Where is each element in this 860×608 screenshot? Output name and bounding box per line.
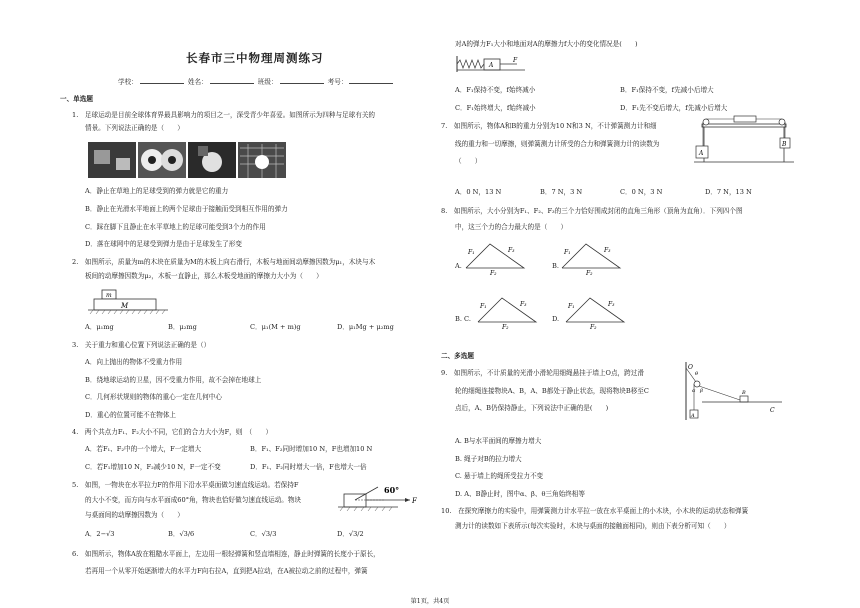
q9-pulley-diagram	[682, 362, 786, 422]
q2-option-b[interactable]: B．μ₂mg	[168, 323, 197, 331]
q8a-f3: F₃	[508, 247, 515, 254]
q8-triangle-d	[562, 294, 632, 330]
q5-F-label: F	[412, 497, 417, 505]
q5-force-diagram	[338, 484, 418, 518]
q5-stem-3: 与桌面间的动摩擦因数为（ ）	[85, 511, 184, 519]
q5-option-a[interactable]: A．2−√3	[85, 530, 115, 538]
q9-B-label: B	[742, 390, 746, 396]
q2-option-c[interactable]: C．μ₁(M + m)g	[250, 323, 301, 331]
q9-option-b[interactable]: B. 绳子对B的拉力增大	[455, 455, 522, 463]
q3-option-b[interactable]: B．绕地球运动的卫星，因不受重力作用，故不会掉在地球上	[85, 376, 262, 384]
q5-stem-2: 的大小不变，而方向与水平面成60°角，物块也恰好做匀速直线运动。物块	[85, 496, 302, 504]
q2-option-d[interactable]: D．μ₁Mg + μ₂mg	[337, 323, 394, 331]
q8b-f1: F₁	[564, 249, 571, 256]
q1-option-a[interactable]: A．静止在草地上的足球受到的弹力就是它的重力	[85, 187, 229, 195]
q8c-f2: F₂	[502, 324, 509, 330]
q4-option-d[interactable]: D．F₁、F₂同时增大一倍，F也增大一倍	[250, 463, 367, 471]
class-label: 班级：	[257, 78, 278, 86]
name-label: 姓名：	[187, 78, 208, 86]
q6-stem-2: 若再用一个从零开始逐渐增大的水平力F向右拉A，直到把A拉动，在A被拉动之前的过程中，弹簧	[85, 567, 368, 575]
q9-option-d[interactable]: D. A、B静止时，图中α、β、θ三角始终相等	[455, 490, 585, 498]
q4-option-a[interactable]: A．若F₁、F₂中的一个增大，F一定增大	[85, 445, 202, 453]
q2-stem-2: 板间的动摩擦因数为μ₂，木板一直静止，那么木板受地面的摩擦力大小为（ ）	[85, 272, 323, 280]
q9-beta-label: β	[700, 388, 703, 394]
q8-triangle-c	[474, 294, 544, 330]
q8b-f3: F₃	[604, 247, 611, 254]
q8-option-b[interactable]: B.	[552, 262, 559, 270]
q8-stem-1: 8. 如图所示，大小分别为F₁、F₂、F₃的三个力恰好围成封闭的直角三角形（顶角为直角）．下列四个图	[441, 207, 743, 215]
q8-option-d[interactable]: D.	[552, 315, 560, 323]
q9-stem-3: 点后，A、B仍保持静止，下列说法中正确的是( )	[455, 404, 609, 412]
q5-option-d[interactable]: D．√3/2	[337, 530, 364, 538]
section-single: 一、单选题	[60, 95, 93, 103]
page-title: 长春市三中物理周测练习	[186, 51, 324, 65]
q7-stem-3: （ ）	[455, 157, 482, 165]
q8-triangle-a	[462, 240, 532, 276]
q2-m-label: m	[106, 292, 112, 299]
q8d-f1: F₁	[568, 303, 575, 310]
q8c-f1: F₁	[480, 303, 487, 310]
q6-F-label: F	[513, 57, 518, 64]
q9-option-c[interactable]: C. 悬于墙上的绳所受拉力不变	[455, 472, 544, 480]
q8d-f3: F₃	[608, 301, 615, 308]
q1-stem-1: 1. 足球运动是目前全球体育界最具影响力的项目之一，深受青少年喜爱。如图所示为四种与足球有关的	[72, 111, 376, 119]
q2-M-label: M	[121, 302, 129, 310]
q6-stem-3: 对A的弹力F₁大小和地面对A的摩擦力f大小的变化情况是( )	[455, 40, 638, 48]
student-info-row	[118, 77, 395, 87]
q8a-f1: F₁	[468, 249, 475, 256]
q8-triangle-b	[558, 240, 628, 276]
q7-pulley-diagram	[694, 112, 798, 164]
q8-option-c[interactable]: B. C.	[455, 315, 471, 323]
q7-option-d[interactable]: D．7 N，13 N	[705, 188, 752, 196]
q9-C-label: C	[770, 407, 775, 414]
q6-stem-1: 6. 如图所示，物体A放在粗糙水平面上，左边用一根轻弹簧和竖直墙相连，静止时弹簧的长度小于原长，	[72, 550, 380, 558]
id-label: 考号：	[327, 78, 348, 86]
q7-stem-2: 线的重力和一切摩擦，则弹簧测力计所受的合力和弹簧测力计的读数为	[455, 140, 660, 148]
q9-A-label: A	[691, 413, 695, 419]
q8b-f2: F₂	[586, 270, 593, 276]
q6-A-label: A	[489, 62, 494, 69]
q2-stem-1: 2. 如图所示，质量为m的木块在质量为M的木板上向右滑行，木板与地面间动摩擦因数为μ₁，木块与木	[72, 258, 376, 266]
q2-option-a[interactable]: A．μ₁mg	[85, 323, 114, 331]
q5-stem-1: 5. 如图，一物块在水平拉力F的作用下沿水平桌面做匀速直线运动。若保持F	[72, 481, 299, 489]
q9-stem-1: 9. 如图所示，不计质量的光滑小滑轮用细绳悬挂于墙上O点，跨过滑	[441, 369, 644, 377]
id-blank[interactable]	[349, 77, 393, 84]
q4-stem: 4. 两个共点力F₁、F₂大小不同，它们的合力大小为F，则 （ ）	[72, 428, 273, 436]
q6-option-c[interactable]: C．F₁始终增大，f始终减小	[455, 104, 536, 112]
q7-option-a[interactable]: A．0 N，13 N	[455, 188, 502, 196]
q6-option-a[interactable]: A．F₁保持不变，f始终减小	[455, 86, 536, 94]
q6-option-d[interactable]: D．F₁先不变后增大，f先减小后增大	[620, 104, 728, 112]
q3-option-c[interactable]: C．几何形状规则的物体的重心一定在几何中心	[85, 393, 222, 401]
q1-football-photos	[88, 140, 288, 180]
q7-A-label: A	[699, 150, 704, 157]
q8a-f2: F₂	[490, 270, 497, 276]
q6-spring-diagram	[455, 54, 535, 76]
q8-option-a[interactable]: A.	[455, 262, 462, 270]
q1-option-d[interactable]: D．落在球网中的足球受到弹力是由于足球发生了形变	[85, 240, 242, 248]
q9-option-a[interactable]: A. B与水平面间的摩擦力增大	[455, 437, 542, 445]
q7-option-c[interactable]: C．0 N，3 N	[620, 188, 663, 196]
q10-stem-1: 10. 在探究摩擦力的实验中，用弹簧测力计水平拉一放在水平桌面上的小木块，小木块的运动状态和弹簧	[441, 507, 749, 515]
q5-option-c[interactable]: C．√3/3	[250, 530, 277, 538]
q3-option-d[interactable]: D．重心的位置可能不在物体上	[85, 411, 177, 419]
q5-angle-label: 60°	[384, 485, 400, 495]
q7-stem-1: 7. 如图所示，物体A和B的重力分别为10 N和3 N，不计弹簧测力计和细	[441, 122, 657, 130]
page-footer: 第1页，共4页	[410, 598, 450, 605]
name-blank[interactable]	[210, 77, 254, 84]
q10-stem-2: 测力计的读数如下表所示(每次实验时，木块与桌面的接触面相同)，则由下表分析可知（ ）	[455, 522, 731, 530]
class-blank[interactable]	[280, 77, 324, 84]
school-blank[interactable]	[140, 77, 184, 84]
q2-block-diagram	[88, 287, 178, 317]
q1-option-c[interactable]: C．踩在脚下且静止在水平草地上的足球可能受到3个力的作用	[85, 223, 266, 231]
section-multi: 二、多选题	[441, 352, 474, 360]
school-label: 学校：	[118, 78, 138, 86]
q9-stem-2: 轮的细绳连接物块A、B，A、B都处于静止状态，现将物块B移至C	[455, 387, 649, 395]
q4-option-b[interactable]: B．F₁、F₂同时增加10 N，F也增加10 N	[250, 445, 373, 453]
q9-theta-label: θ	[695, 371, 699, 377]
q7-B-label: B	[782, 141, 787, 148]
q8d-f2: F₂	[590, 324, 597, 330]
q7-option-b[interactable]: B．7 N，3 N	[540, 188, 583, 196]
q1-option-b[interactable]: B．静止在光滑水平地面上的两个足球由于接触而受到相互作用的弹力	[85, 205, 288, 213]
q4-option-c[interactable]: C．若F₁增加10 N，F₂减少10 N，F一定不变	[85, 463, 221, 471]
q5-option-b[interactable]: B．√3/6	[168, 530, 195, 538]
q6-option-b[interactable]: B．F₁保持不变，f先减小后增大	[620, 86, 714, 94]
q3-stem: 3. 关于重力和重心位置下列说法正确的是（）	[72, 341, 211, 349]
q3-option-a[interactable]: A．向上抛出的物体不受重力作用	[85, 358, 183, 366]
q9-alpha-label: α	[692, 388, 696, 394]
q8-stem-2: 中，这三个力的合力最大的是（ ）	[455, 223, 568, 231]
q9-O-label: O	[688, 364, 693, 371]
q1-stem-2: 情景。下列说法正确的是（ ）	[85, 124, 184, 132]
q8c-f3: F₃	[520, 301, 527, 308]
